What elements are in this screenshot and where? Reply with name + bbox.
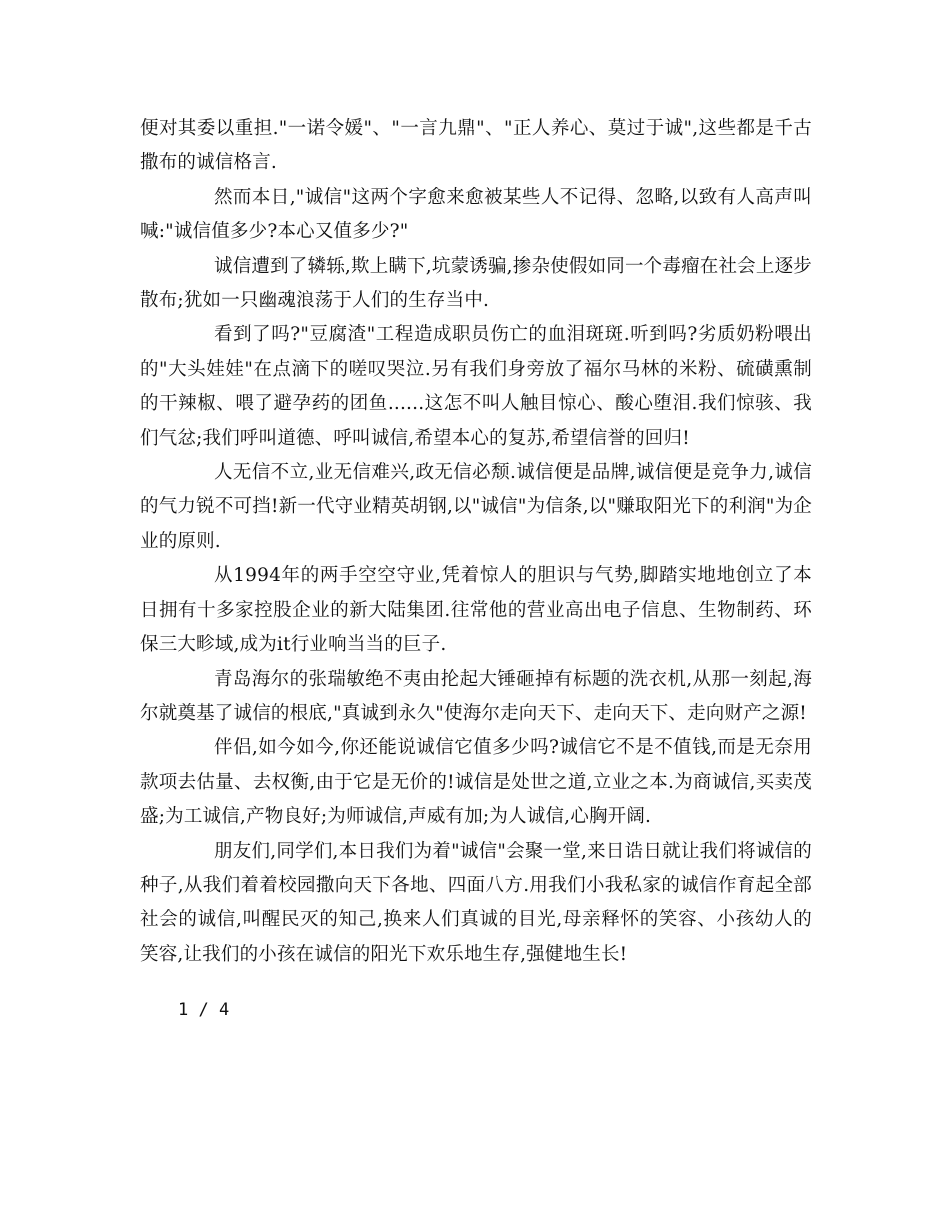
paragraph-4: 看到了吗?"豆腐渣"工程造成职员伤亡的血泪斑斑.听到吗?劣质奶粉喂出的"大头娃娃"在点滴下的嗟叹哭泣.另有我们身旁放了福尔马林的米粉、硫磺熏制的干辣椒、喂了避孕药的团鱼......这怎不叫人触目惊心、酸心堕泪.我们惊骇、我们气忿;我们呼叫道德、呼叫诚信,希望本心的复苏,希望信誉的回归! [140, 324, 812, 449]
document-body [140, 112, 812, 972]
paragraph-7: 青岛海尔的张瑞敏绝不夷由抡起大锤砸掉有标题的洗衣机,从那一刻起,海尔就奠基了诚信的根底,"真诚到永久"使海尔走向天下、走向天下、走向财产之源! [140, 668, 812, 724]
paragraph-9: 朋友们,同学们,本日我们为着"诚信"会聚一堂,来日诰日就让我们将诚信的种子,从我们着着校园撒向天下各地、四面八方.用我们小我私家的诚信作育起全部社会的诚信,叫醒民灭的知己,换来人们真诚的目光,母亲释怀的笑容、小孩幼人的笑容,让我们的小孩在诚信的阳光下欢乐地生存,强健地生长! [140, 840, 812, 965]
paragraph-2: 然而本日,"诚信"这两个字愈来愈被某些人不记得、忽略,以致有人高声叫喊:"诚信值多少?本心又值多少?" [140, 186, 812, 243]
paragraph-6: 从1994年的两手空空守业,凭着惊人的胆识与气势,脚踏实地地创立了本日拥有十多家控股企业的新大陆集团.往常他的营业高出电子信息、生物制药、环保三大畛域,成为it行业响当当的巨子. [140, 565, 812, 656]
paragraph-5: 人无信不立,业无信难兴,政无信必颓.诚信便是品牌,诚信便是竞争力,诚信的气力锐不可挡!新一代守业精英胡钢,以"诚信"为信条,以"赚取阳光下的利润"为企业的原则. [140, 462, 812, 552]
paragraph-1: 便对其委以重担."一诺令媛"、"一言九鼎"、"正人养心、莫过于诚",这些都是千古撒布的诚信格言. [140, 118, 812, 174]
paragraph-8: 伴侣,如今如今,你还能说诚信它值多少吗?诚信它不是不值钱,而是无奈用款项去估量、去权衡,由于它是无价的!诚信是处世之道,立业之本.为商诚信,买卖茂盛;为工诚信,产物良好;为师诚信,声威有加;为人诚信,心胸开阔. [140, 737, 812, 828]
page-number: 1 / 4 [178, 1000, 230, 1020]
paragraph-3: 诚信遭到了辚轹,欺上瞒下,坑蒙诱骗,掺杂使假如同一个毒瘤在社会上逐步散布;犹如一只幽魂浪荡于人们的生存当中. [140, 255, 812, 312]
